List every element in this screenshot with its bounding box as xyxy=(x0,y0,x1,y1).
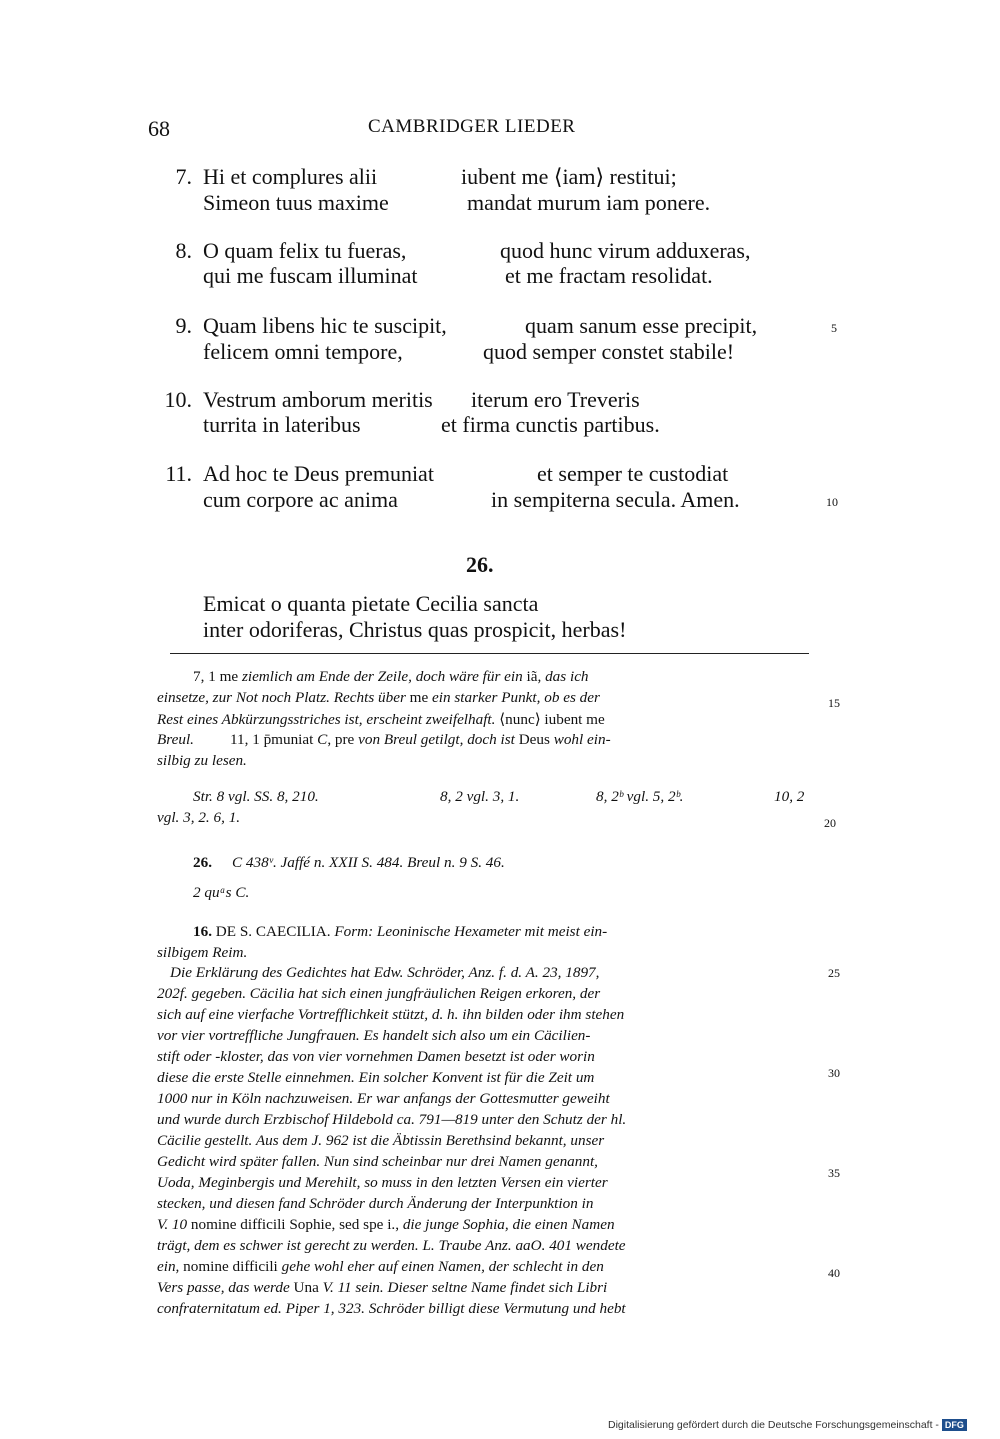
note-line xyxy=(157,731,611,749)
verse-line: felicem omni tempore, xyxy=(203,339,403,364)
verse-line: Vestrum amborum meritis xyxy=(203,387,433,412)
line-number: 20 xyxy=(824,816,836,830)
note-line: Str. 8 vgl. SS. 8, 210. xyxy=(193,788,319,805)
commentary-line xyxy=(157,1279,607,1297)
verse-line: O quam felix tu fueras, xyxy=(203,238,407,263)
commentary-line: confraternitatum ed. Piper 1, 323. Schröder billigt diese Vermutung und hebt xyxy=(157,1300,626,1317)
line-number: 15 xyxy=(828,696,840,710)
poem-number: 26. xyxy=(466,552,494,577)
commentary-line: Uoda, Meginbergis und Merehilt, so muss in den letzten Versen ein vierter xyxy=(157,1174,608,1191)
commentary-text: Vers passe, das werde xyxy=(157,1279,294,1296)
note-text: C xyxy=(317,731,328,748)
commentary-line: Die Erklärung des Gedichtes hat Edw. Schröder, Anz. f. d. A. 23, 1897, xyxy=(170,964,600,981)
commentary-line: 202f. gegeben. Cäcilia hat sich einen jungfräulichen Reigen erkoren, der xyxy=(157,985,601,1002)
verse-line: iterum ero Treveris xyxy=(471,387,640,412)
source-line xyxy=(193,854,505,872)
note-line xyxy=(157,689,600,707)
commentary-line: Gedicht wird später fallen. Nun sind scheinbar nur drei Namen genannt, xyxy=(157,1153,598,1170)
verse-line: in sempiterna secula. Amen. xyxy=(491,487,740,512)
commentary-line: silbigem Reim. xyxy=(157,944,248,961)
commentary-text: die junge Sophia, die einen Namen xyxy=(399,1216,615,1233)
commentary-line: 1000 nur in Köln nachzuweisen. Er war anfangs der Gottesmutter geweiht xyxy=(157,1090,610,1107)
line-number: 10 xyxy=(826,495,838,509)
note-line xyxy=(193,668,589,686)
commentary-text: V. 10 xyxy=(157,1216,191,1233)
note-line: silbig zu lesen. xyxy=(157,752,247,769)
note-text: Breul. xyxy=(157,731,194,748)
note-line: 8, 2 vgl. 3, 1. xyxy=(440,788,520,805)
footer-text: Digitalisierung gefördert durch die Deutsche Forschungsgemeinschaft - xyxy=(608,1419,939,1431)
commentary-line: stecken, und diesen fand Schröder durch Änderung der Interpunktion in xyxy=(157,1195,594,1212)
running-title: CAMBRIDGER LIEDER xyxy=(368,116,576,137)
commentary-form: Form: Leoninische Hexameter mit meist ein- xyxy=(334,923,608,940)
verse-line: cum corpore ac anima xyxy=(203,487,398,512)
note-lemma: Deus xyxy=(514,731,554,748)
note-text: , das ich xyxy=(537,668,589,685)
commentary-quote: nomine difficili xyxy=(183,1258,278,1275)
commentary-line xyxy=(157,1216,615,1234)
verse-line: quod hunc virum adduxeras, xyxy=(500,238,751,263)
digitization-footer xyxy=(608,1419,967,1431)
note-line: vgl. 3, 2. 6, 1. xyxy=(157,809,241,826)
dfg-logo: DFG xyxy=(942,1419,967,1431)
commentary-line: stift oder -kloster, das von vier vornehmen Damen besetzt ist oder worin xyxy=(157,1048,595,1065)
note-line: 8, 2ᵇ vgl. 5, 2ᵇ. xyxy=(596,788,684,805)
verse-line: quam sanum esse precipit, xyxy=(525,313,758,338)
note-text: von Breul getilgt, doch ist xyxy=(358,731,515,748)
commentary-quote: Una xyxy=(293,1279,319,1296)
verse-number: 7. xyxy=(175,164,192,189)
poem-line: Emicat o quanta pietate Cecilia sancta xyxy=(203,591,539,616)
verse-number: 11. xyxy=(165,461,192,486)
line-number: 30 xyxy=(828,1066,840,1080)
verse-number: 10. xyxy=(164,387,192,412)
verse-line: Quam libens hic te suscipit, xyxy=(203,313,447,338)
commentary-line: Cäcilie gestellt. Aus dem J. 962 ist die Äbtissin Berethsind bekannt, unser xyxy=(157,1132,605,1149)
commentary-line xyxy=(157,1258,604,1276)
note-text: ziemlich am Ende der Zeile, doch wäre für ein xyxy=(241,668,527,685)
commentary-line: vor vier vortreffliche Jungfrauen. Es handelt sich also um ein Cäcilien- xyxy=(157,1027,591,1044)
note-lemma: me xyxy=(405,689,433,706)
note-lemma: me xyxy=(215,668,242,685)
line-number: 5 xyxy=(831,321,837,335)
verse-line: et me fractam resolidat. xyxy=(505,263,713,288)
commentary-text: ein, xyxy=(157,1258,184,1275)
verse-line: quod semper constet stabile! xyxy=(483,339,735,364)
commentary-line: diese die erste Stelle einnehmen. Ein solcher Konvent ist für die Zeit um xyxy=(157,1069,595,1086)
commentary-heading xyxy=(193,923,607,941)
line-number: 40 xyxy=(828,1266,840,1280)
note-lemma: iã xyxy=(526,668,538,685)
verse-line: iubent me ⟨iam⟩ restitui; xyxy=(461,164,677,189)
footnote-divider xyxy=(170,653,809,654)
verse-line: mandat murum iam ponere. xyxy=(467,190,711,215)
page-number: 68 xyxy=(148,116,170,141)
verse-line: turrita in lateribus xyxy=(203,412,361,437)
note-lemma: 11, 1 p̄muniat xyxy=(229,731,318,748)
note-lemma: , pre xyxy=(327,731,359,748)
note-line xyxy=(157,710,605,729)
commentary-line: und wurde durch Erzbischof Hildebold ca. 791—819 unter den Schutz der hl. xyxy=(157,1111,627,1128)
note-text: wohl ein- xyxy=(553,731,611,748)
line-number: 35 xyxy=(828,1166,840,1180)
verse-line: et firma cunctis partibus. xyxy=(441,412,660,437)
commentary-text: gehe wohl eher auf einen Namen, der schlecht in den xyxy=(277,1258,604,1275)
poem-line: inter odoriferas, Christus quas prospicit, herbas! xyxy=(203,617,627,642)
verse-line: Simeon tuus maxime xyxy=(203,190,389,215)
note-lemma: ⟨nunc⟩ iubent me xyxy=(495,711,605,728)
commentary-text: V. 11 sein. Dieser seltne Name findet sich Libri xyxy=(318,1279,608,1296)
line-number: 25 xyxy=(828,966,840,980)
commentary-quote: nomine difficili Sophie, sed spe i., xyxy=(190,1216,400,1233)
commentary-line: sich auf eine vierfache Vortrefflichkeit stützt, d. h. ihn bilden oder ihm stehen xyxy=(157,1006,625,1023)
verse-line: Ad hoc te Deus premuniat xyxy=(203,461,434,486)
note-text: ein starker Punkt, ob es der xyxy=(432,689,600,706)
verse-number: 8. xyxy=(175,238,192,263)
source-text: C 438ᵛ. Jaffé n. XXII S. 484. Breul n. 9 S. 46. xyxy=(231,854,505,871)
source-number: 26. xyxy=(193,854,212,871)
verse-line: qui me fuscam illuminat xyxy=(203,263,418,288)
commentary-title: DE S. CAECILIA. xyxy=(211,923,335,940)
note-text: Rest eines Abkürzungsstriches ist, erscheint zweifelhaft. xyxy=(157,711,496,728)
note-line: 10, 2 xyxy=(774,788,805,805)
commentary-number: 16. xyxy=(193,923,212,940)
verse-number: 9. xyxy=(175,313,192,338)
note-text: einsetze, zur Not noch Platz. Rechts über xyxy=(157,689,406,706)
variant-line: 2 quᵃs C. xyxy=(193,884,250,901)
verse-line: et semper te custodiat xyxy=(537,461,729,486)
verse-line: Hi et complures alii xyxy=(203,164,378,189)
commentary-line: trägt, dem es schwer ist gerecht zu werden. L. Traube Anz. aaO. 401 wendete xyxy=(157,1237,626,1254)
note-ref: 7, 1 xyxy=(193,668,216,685)
